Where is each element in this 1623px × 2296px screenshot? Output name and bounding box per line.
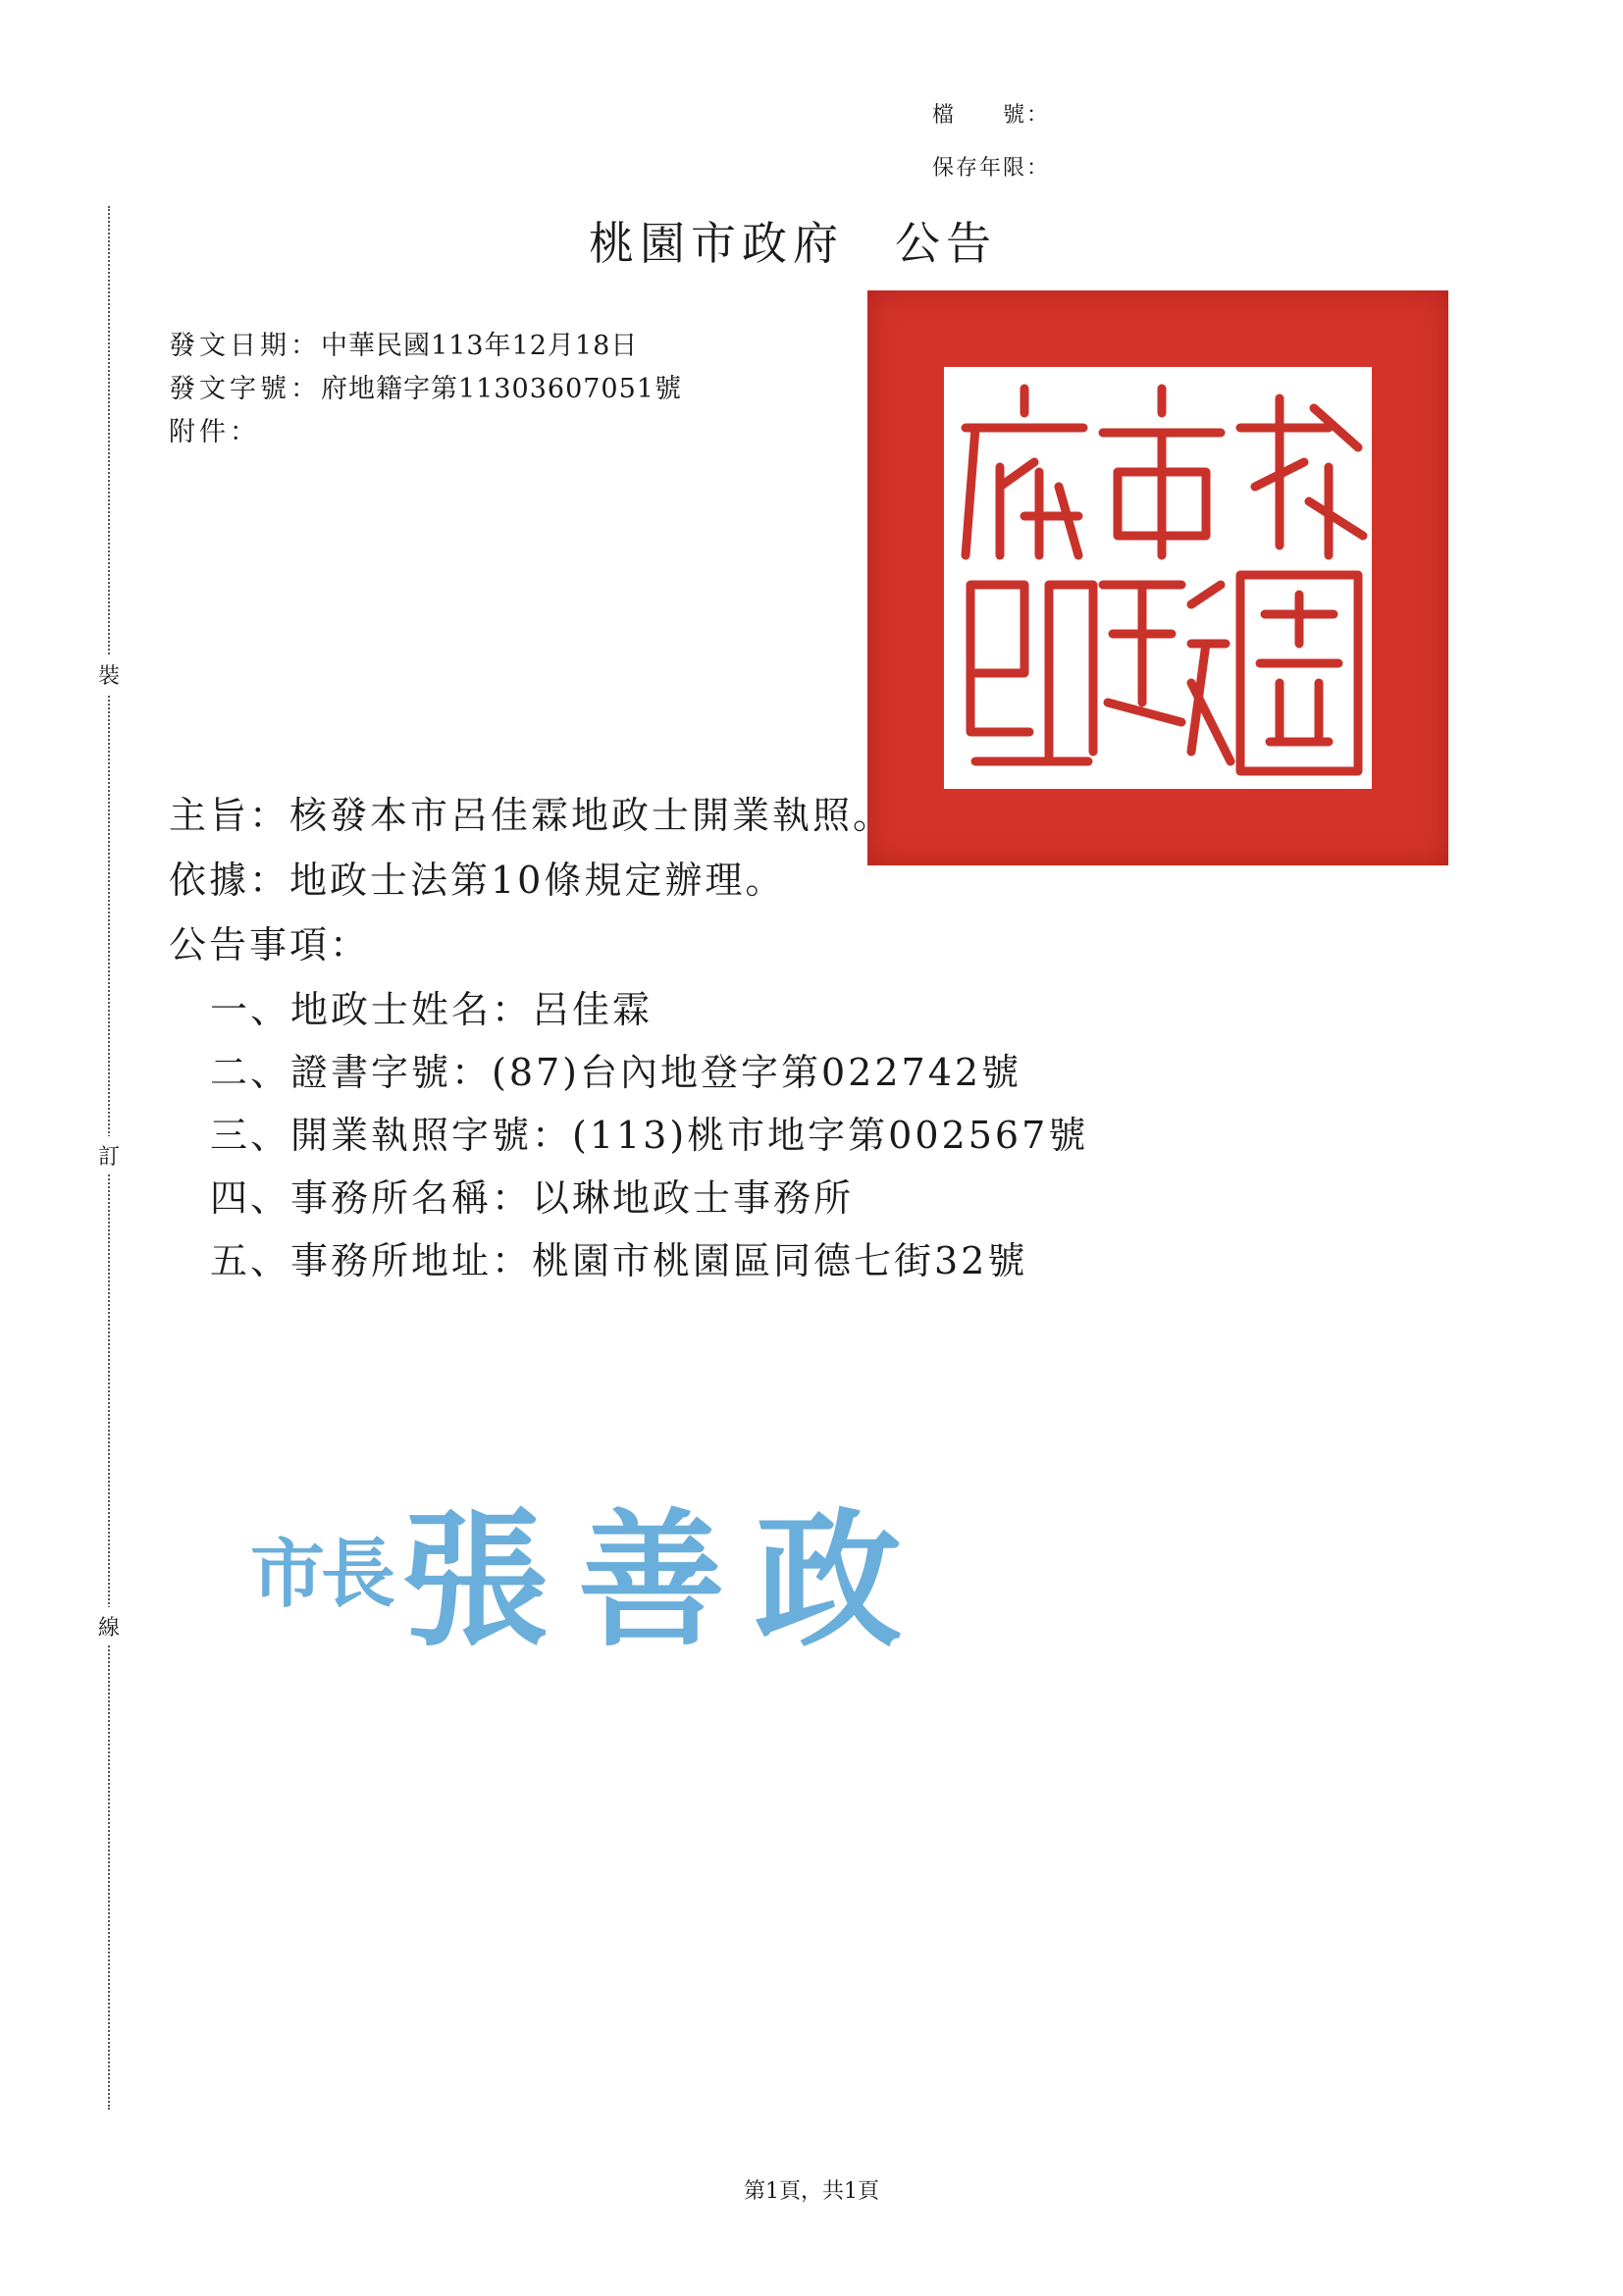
attachment [169, 410, 260, 448]
binding-char-ding: 訂 [94, 1136, 124, 1174]
issue-date-value: 中華民國113年12月18日 [321, 331, 639, 361]
signature-title: 市長 [250, 1530, 392, 1618]
notice-item: 五、事務所地址：桃園市桃園區同德七街32號 [210, 1239, 1028, 1282]
notice-item: 四、事務所名稱：以琳地政士事務所 [210, 1176, 855, 1220]
binding-char-zhuang: 裝 [94, 655, 124, 694]
issue-date [169, 324, 638, 362]
official-seal [867, 290, 1448, 865]
retention-period-label: 保存年限： [932, 156, 1051, 181]
notice-item: 三、開業執照字號：(113)桃市地字第002567號 [210, 1114, 1089, 1157]
page-number: 第1頁，共1頁 [744, 2179, 879, 2204]
items-heading: 公告事項： [169, 923, 371, 966]
signature-name: 張善政 [401, 1494, 932, 1667]
basis-line: 依據：地政士法第10條規定辦理。 [169, 859, 786, 902]
document-number [169, 367, 682, 405]
file-number-label: 檔 號： [932, 103, 1051, 128]
seal-graphic [867, 290, 1448, 865]
notice-item: 二、證書字號：(87)台內地登字第022742號 [210, 1051, 1022, 1094]
mayor-signature-stamp [250, 1462, 931, 1674]
subject-line: 主旨：核發本市呂佳霖地政士開業執照。 [169, 794, 894, 837]
document-number-value: 府地籍字第11303607051號 [321, 374, 682, 404]
binding-char-xian: 線 [94, 1607, 124, 1645]
document-number-label: 發文字號： [169, 374, 321, 404]
attachment-label: 附件： [169, 417, 260, 447]
issue-date-label: 發文日期： [169, 331, 321, 361]
document-title: 桃園市政府 公告 [589, 217, 997, 270]
notice-item: 一、地政士姓名：呂佳霖 [210, 988, 654, 1031]
